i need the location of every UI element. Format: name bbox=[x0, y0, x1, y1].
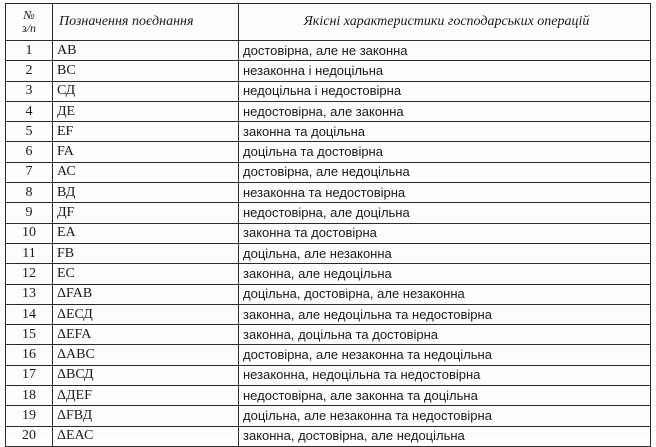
row-number-cell: 16 bbox=[6, 345, 53, 365]
row-code-cell: ΔЕАС bbox=[53, 426, 239, 446]
row-code-cell: ВД bbox=[53, 183, 239, 203]
row-code-cell: ΔEFA bbox=[53, 325, 239, 345]
row-description-cell: недостовірна, але законна та доцільна bbox=[239, 386, 651, 406]
row-description-cell: доцільна та достовірна bbox=[239, 142, 651, 162]
row-number-cell: 20 bbox=[6, 426, 53, 446]
row-description-cell: недостовірна, але доцільна bbox=[239, 203, 651, 223]
row-description-cell: законна, достовірна, але недоцільна bbox=[239, 426, 651, 446]
header-number bbox=[6, 4, 53, 41]
row-number-cell: 7 bbox=[6, 162, 53, 182]
row-code-cell: ВС bbox=[53, 61, 239, 81]
table-body bbox=[6, 41, 651, 447]
row-description-cell: законна та доцільна bbox=[239, 122, 651, 142]
table-row bbox=[6, 365, 651, 385]
row-code-cell: ЕС bbox=[53, 264, 239, 284]
table-row bbox=[6, 122, 651, 142]
table-row bbox=[6, 386, 651, 406]
table-row bbox=[6, 304, 651, 324]
row-number-cell: 4 bbox=[6, 101, 53, 121]
row-code-cell: ДF bbox=[53, 203, 239, 223]
row-number-cell: 5 bbox=[6, 122, 53, 142]
row-code-cell: СД bbox=[53, 81, 239, 101]
row-number-cell: 13 bbox=[6, 284, 53, 304]
row-number-cell: 10 bbox=[6, 223, 53, 243]
table-header-row bbox=[6, 4, 651, 41]
row-number-cell: 15 bbox=[6, 325, 53, 345]
row-description-cell: недостовірна, але законна bbox=[239, 101, 651, 121]
row-number-cell: 9 bbox=[6, 203, 53, 223]
table-row bbox=[6, 325, 651, 345]
table-row bbox=[6, 426, 651, 446]
row-number-cell: 3 bbox=[6, 81, 53, 101]
table-row bbox=[6, 41, 651, 61]
row-description-cell: законна та достовірна bbox=[239, 223, 651, 243]
header-description: Якісні характеристики господарських операцій bbox=[239, 4, 651, 41]
row-number-cell: 2 bbox=[6, 61, 53, 81]
table-row bbox=[6, 101, 651, 121]
row-code-cell: АС bbox=[53, 162, 239, 182]
table-row bbox=[6, 406, 651, 426]
row-description-cell: достовірна, але недоцільна bbox=[239, 162, 651, 182]
row-description-cell: доцільна, достовірна, але незаконна bbox=[239, 284, 651, 304]
row-description-cell: недоцільна і недостовірна bbox=[239, 81, 651, 101]
row-description-cell: доцільна, але незаконна bbox=[239, 243, 651, 263]
row-description-cell: незаконна і недоцільна bbox=[239, 61, 651, 81]
row-description-cell: достовірна, але незаконна та недоцільна bbox=[239, 345, 651, 365]
row-description-cell: законна, але недоцільна bbox=[239, 264, 651, 284]
row-code-cell: ΔFAB bbox=[53, 284, 239, 304]
row-code-cell: ΔFВД bbox=[53, 406, 239, 426]
row-code-cell: FA bbox=[53, 142, 239, 162]
row-description-cell: незаконна та недостовірна bbox=[239, 183, 651, 203]
row-code-cell: EF bbox=[53, 122, 239, 142]
table-row bbox=[6, 203, 651, 223]
row-code-cell: ДЕ bbox=[53, 101, 239, 121]
row-description-cell: законна, але недоцільна та недостовірна bbox=[239, 304, 651, 324]
table-row bbox=[6, 243, 651, 263]
row-number-cell: 17 bbox=[6, 365, 53, 385]
row-description-cell: законна, доцільна та достовірна bbox=[239, 325, 651, 345]
row-description-cell: достовірна, але не законна bbox=[239, 41, 651, 61]
row-description-cell: незаконна, недоцільна та недостовірна bbox=[239, 365, 651, 385]
row-code-cell: ΔДEF bbox=[53, 386, 239, 406]
table-row bbox=[6, 183, 651, 203]
header-number-abbr: з/п bbox=[21, 21, 36, 35]
row-description-cell: доцільна, але незаконна та недостовірна bbox=[239, 406, 651, 426]
row-number-cell: 11 bbox=[6, 243, 53, 263]
row-number-cell: 18 bbox=[6, 386, 53, 406]
table-row bbox=[6, 81, 651, 101]
row-code-cell: АВ bbox=[53, 41, 239, 61]
row-number-cell: 6 bbox=[6, 142, 53, 162]
row-number-cell: 8 bbox=[6, 183, 53, 203]
row-code-cell: ΔЕСД bbox=[53, 304, 239, 324]
table-row bbox=[6, 61, 651, 81]
table-row bbox=[6, 264, 651, 284]
table-row bbox=[6, 162, 651, 182]
row-code-cell: FB bbox=[53, 243, 239, 263]
row-code-cell: ЕА bbox=[53, 223, 239, 243]
table-row bbox=[6, 284, 651, 304]
row-number-cell: 1 bbox=[6, 41, 53, 61]
row-number-cell: 19 bbox=[6, 406, 53, 426]
table-row bbox=[6, 345, 651, 365]
table-row bbox=[6, 142, 651, 162]
row-number-cell: 14 bbox=[6, 304, 53, 324]
operations-table bbox=[5, 3, 651, 447]
table-row bbox=[6, 223, 651, 243]
row-code-cell: ΔАВС bbox=[53, 345, 239, 365]
row-code-cell: ΔВСД bbox=[53, 365, 239, 385]
row-number-cell: 12 bbox=[6, 264, 53, 284]
header-number-symbol: № bbox=[23, 8, 35, 22]
header-code: Позначення поєднання bbox=[53, 4, 239, 41]
